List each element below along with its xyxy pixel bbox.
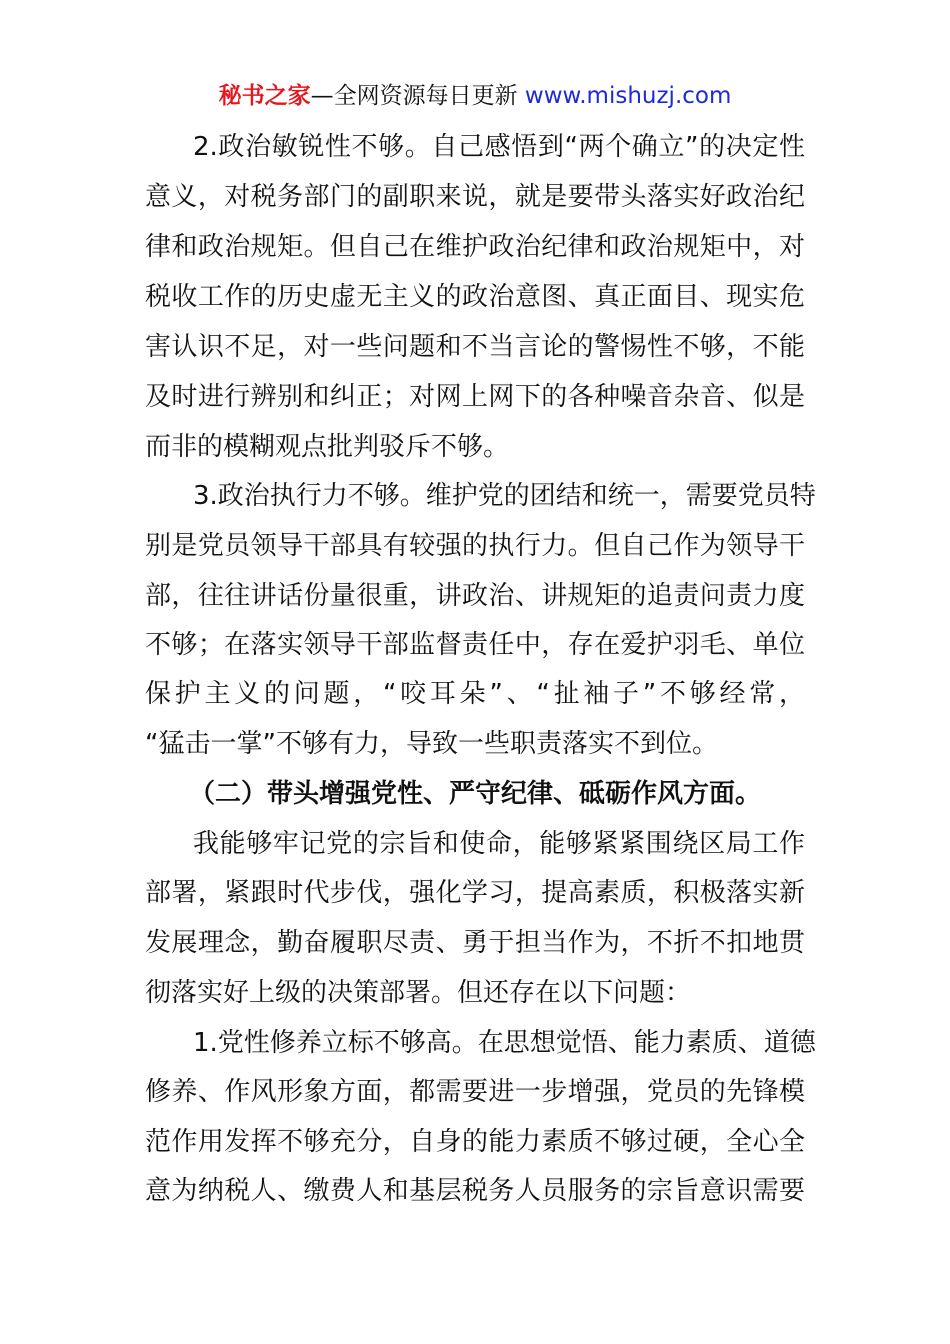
paragraph-line: 及时进行辨别和纠正；对网上网下的各种噪音杂音、似是 bbox=[145, 382, 805, 412]
section-heading: （二）带头增强党性、严守纪律、砥砺作风方面。 bbox=[188, 779, 761, 809]
paragraph-line: 1.党性修养立标不够高。在思想觉悟、能力素质、道德 bbox=[193, 1028, 816, 1058]
paragraph-line: 部署，紧跟时代步伐，强化学习，提高素质，积极落实新 bbox=[145, 878, 805, 908]
paragraph-line: 不够；在落实领导干部监督责任中，存在爱护羽毛、单位 bbox=[145, 630, 805, 660]
paragraph-line: 意为纳税人、缴费人和基层税务人员服务的宗旨意识需要 bbox=[145, 1176, 805, 1206]
paragraph-line: 部，往往讲话份量很重，讲政治、讲规矩的追责问责力度 bbox=[145, 581, 805, 611]
paragraph-line: 修养、作风形象方面，都需要进一步增强，党员的先锋模 bbox=[145, 1077, 805, 1107]
paragraph-line: “猛击一掌”不够有力，导致一些职责落实不到位。 bbox=[145, 729, 718, 759]
site-header bbox=[0, 80, 950, 112]
paragraph-line: 彻落实好上级的决策部署。但还存在以下问题： bbox=[145, 978, 692, 1008]
paragraph-line: 意义，对税务部门的副职来说，就是要带头落实好政治纪 bbox=[145, 182, 805, 212]
paragraph-line: 别是党员领导干部具有较强的执行力。但自己作为领导干 bbox=[145, 531, 805, 561]
paragraph-line: 范作用发挥不够充分，自身的能力素质不够过硬，全心全 bbox=[145, 1127, 805, 1157]
paragraph-line: 律和政治规矩。但自己在维护政治纪律和政治规矩中，对 bbox=[145, 232, 805, 262]
paragraph-line: 2.政治敏锐性不够。自己感悟到“两个确立”的决定性 bbox=[193, 132, 805, 162]
site-tagline: —全网资源每日更新 bbox=[310, 83, 518, 109]
paragraph-line: 发展理念，勤奋履职尽责、勇于担当作为，不折不扣地贯 bbox=[145, 928, 805, 958]
paragraph-line: 保护主义的问题，“咬耳朵”、“扯袖子”不够经常， bbox=[145, 679, 805, 709]
site-url[interactable]: www.mishuzj.com bbox=[524, 83, 732, 109]
paragraph-line: 害认识不足，对一些问题和不当言论的警惕性不够，不能 bbox=[145, 332, 805, 362]
paragraph-line: 3.政治执行力不够。维护党的团结和统一，需要党员特 bbox=[193, 481, 816, 511]
paragraph-line: 我能够牢记党的宗旨和使命，能够紧紧围绕区局工作 bbox=[193, 829, 805, 859]
site-brand: 秘书之家 bbox=[218, 83, 311, 109]
paragraph-line: 而非的模糊观点批判驳斥不够。 bbox=[145, 432, 510, 462]
paragraph-line: 税收工作的历史虚无主义的政治意图、真正面目、现实危 bbox=[145, 282, 805, 312]
